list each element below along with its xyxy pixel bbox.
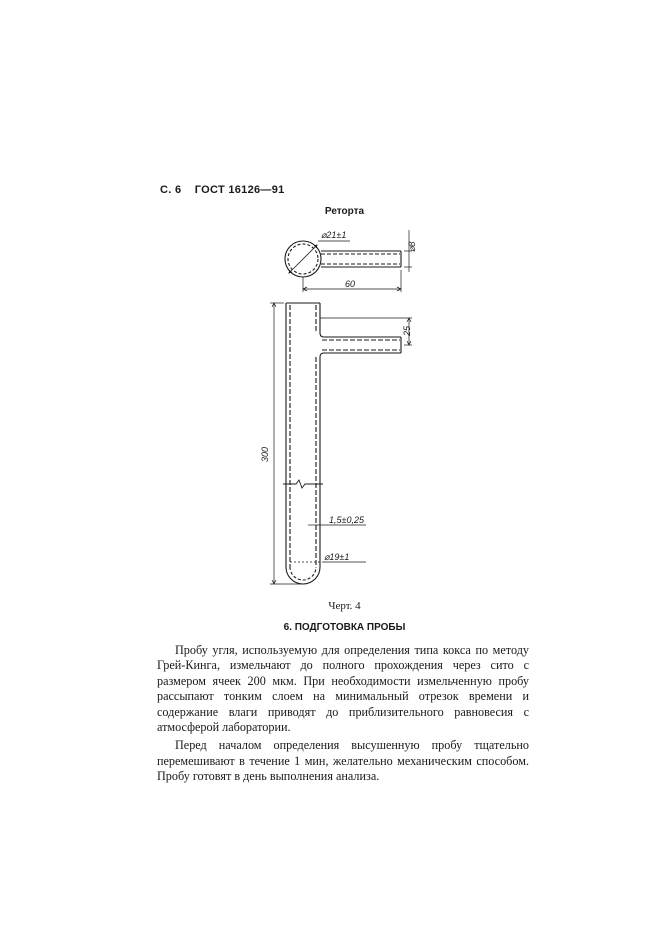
section-body: [157, 643, 529, 788]
retort-side-view: [270, 303, 412, 584]
dim-width: 60: [345, 279, 356, 289]
dim-height-side: 25: [402, 325, 412, 336]
page-number: С. 6: [160, 184, 182, 196]
section-heading-text: 6. ПОДГОТОВКА ПРОБЫ: [283, 622, 406, 633]
paragraph: Перед началом определения высушенную пробу тщательно перемешивают в течение 1 мин, желательно механическим способом. Пробу готовят в день выполнения анализа.: [157, 738, 529, 784]
figure-title-text: Реторта: [324, 206, 365, 217]
standard-number: ГОСТ 16126—91: [194, 184, 285, 196]
dim-outer-diameter: ⌀21±1: [321, 230, 347, 240]
paragraph: Пробу угля, используемую для определения типа кокса по методу Грей-Кинга, измельчают до полного прохождения через сито с размером ячеек 200 мкм. При необходимости измельченную пробу рассыпают тонким слоем на минимальный отрезок времени и содержание влаги приводят до приблизительного равновесия с атмосферой лаборатории.: [157, 643, 529, 735]
figure-caption-text: Черт. 4: [328, 600, 361, 612]
dim-inner-diameter: ⌀19±1: [324, 552, 350, 562]
figure-caption: [0, 600, 661, 612]
dim-wall: 1,5±0,25: [329, 515, 364, 525]
section-heading: [0, 622, 661, 633]
dim-side-tube-diameter: ⌀8: [407, 241, 417, 252]
dim-total-height: 300: [260, 446, 270, 462]
